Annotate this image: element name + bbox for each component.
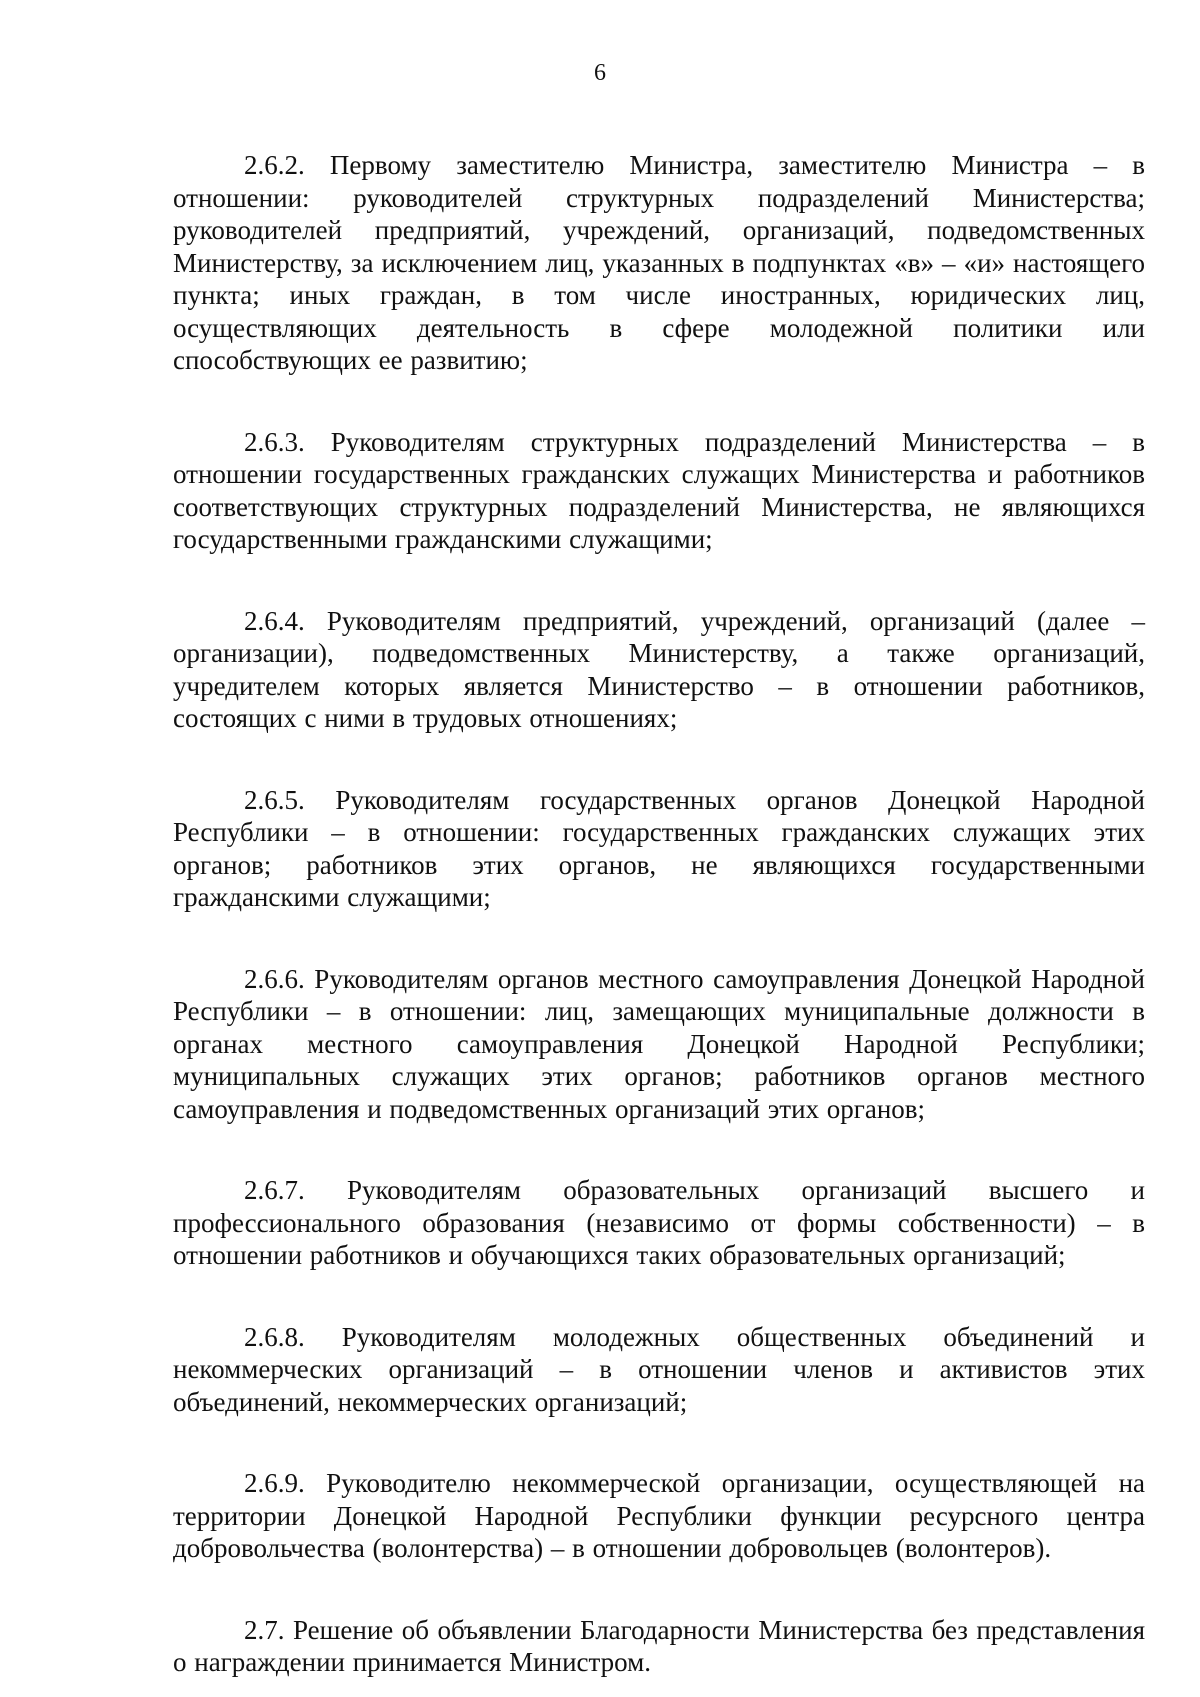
paragraph-2-6-3: 2.6.3. Руководителям структурных подразделений Министерства – в отношении государственных гражданских служащих Министерства и работников соответствующих структурных подразделений Министерства, не являющихся государственными гражданскими служащими; <box>173 426 1145 554</box>
document-body <box>173 149 1145 1679</box>
paragraph-2-6-4: 2.6.4. Руководителям предприятий, учреждений, организаций (далее – организации), подведомственных Министерству, а также организаций, учредителем которых является Министерство – в отношении работников, состоящих с ними в трудовых отношениях; <box>173 605 1145 733</box>
paragraph-2-6-7: 2.6.7. Руководителям образовательных организаций высшего и профессионального образования (независимо от формы собственности) – в отношении работников и обучающихся таких образовательных организаций; <box>173 1175 1145 1270</box>
paragraph-2-6-8: 2.6.8. Руководителям молодежных общественных объединений и некоммерческих организаций – в отношении членов и активистов этих объединений, некоммерческих организаций; <box>173 1321 1145 1417</box>
paragraph-2-7: 2.7. Решение об объявлении Благодарности Министерства без представления о награждении принимается Министром. <box>173 1614 1145 1677</box>
paragraph-2-6-2: 2.6.2. Первому заместителю Министра, заместителю Министра – в отношении: руководителей структурных подразделений Министерства; руководителей предприятий, учреждений, организаций, подведомственных Министерству, за исключением лиц, указанных в подпунктах «в» – «и» настоящего пункта; иных граждан, в том числе иностранных, юридических лиц, осуществляющих деятельность в сфере молодежной политики или способствующих ее развитию; <box>173 150 1145 375</box>
paragraph-2-6-9: 2.6.9. Руководителю некоммерческой организации, осуществляющей на территории Донецкой Народной Республики функции ресурсного центра добровольчества (волонтерства) – в отношении добровольцев (волонтеров). <box>173 1468 1145 1563</box>
paragraph-2-6-6: 2.6.6. Руководителям органов местного самоуправления Донецкой Народной Республики – в отношении: лиц, замещающих муниципальные должности в органах местного самоуправления Донецкой Народной Республики; муниципальных служащих этих органов; работников органов местного самоуправления и подведомственных организаций этих органов; <box>173 963 1145 1124</box>
page-number: 6 <box>594 60 606 86</box>
paragraph-2-6-5: 2.6.5. Руководителям государственных органов Донецкой Народной Республики – в отношении: государственных гражданских служащих этих органов; работников этих органов, не являющихся государственными гражданскими служащими; <box>173 784 1145 912</box>
